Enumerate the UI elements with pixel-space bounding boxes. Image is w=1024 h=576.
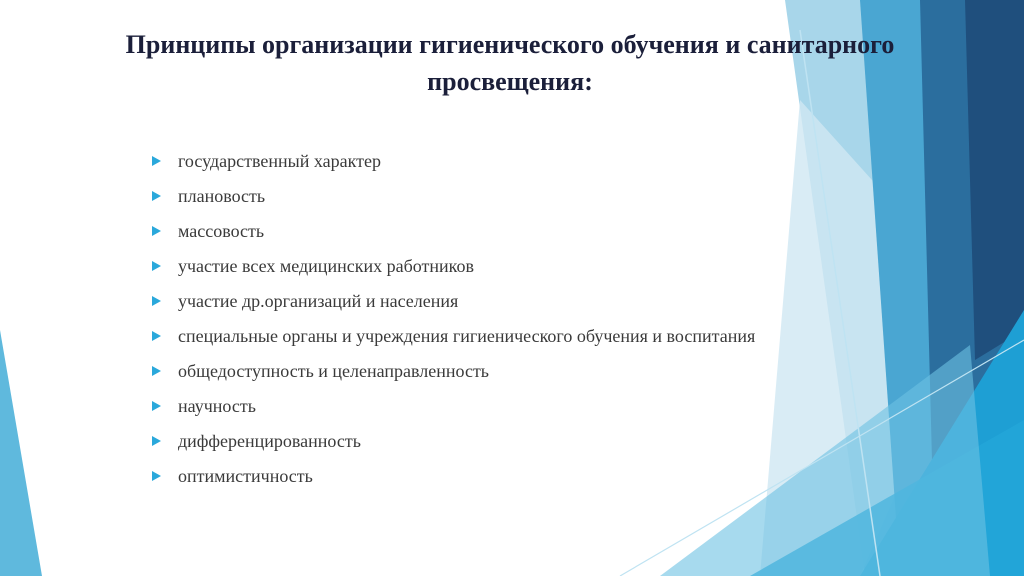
triangle-bullet-icon	[152, 191, 161, 201]
list-item-text: специальные органы и учреждения гигиенического обучения и воспитания	[178, 326, 756, 346]
left-accent-shape	[0, 330, 42, 576]
slide-title: Принципы организации гигиенического обучения и санитарного просвещения:	[125, 30, 895, 96]
list-item	[150, 430, 790, 453]
list-item-text: участие всех медицинских работников	[178, 256, 474, 276]
list-item-text: общедоступность и целенаправленность	[178, 361, 490, 381]
list-item-text: научность	[178, 396, 256, 416]
triangle-bullet-icon	[152, 401, 161, 411]
triangle-bullet-icon	[152, 226, 161, 236]
list-item	[150, 290, 790, 313]
list-item	[150, 360, 790, 383]
triangle-bullet-icon	[152, 471, 161, 481]
list-item	[150, 325, 790, 348]
list-item-text: плановость	[178, 186, 266, 206]
list-item	[150, 185, 790, 208]
list-item	[150, 150, 790, 173]
triangle-bullet-icon	[152, 261, 161, 271]
triangle-bullet-icon	[152, 296, 161, 306]
list-item	[150, 220, 790, 243]
list-item-text: государственный характер	[178, 151, 381, 171]
list-item	[150, 395, 790, 418]
triangle-bullet-icon	[152, 436, 161, 446]
list-item-text: участие др.организаций и населения	[178, 291, 459, 311]
triangle-bullet-icon	[152, 156, 161, 166]
triangle-bullet-icon	[152, 331, 161, 341]
list-item-text: оптимистичность	[178, 466, 313, 486]
bullet-list	[150, 150, 790, 500]
triangle-bullet-icon	[152, 366, 161, 376]
list-item-text: массовость	[178, 221, 265, 241]
list-item-text: дифференцированность	[178, 431, 361, 451]
list-item	[150, 255, 790, 278]
list-item	[150, 465, 790, 488]
